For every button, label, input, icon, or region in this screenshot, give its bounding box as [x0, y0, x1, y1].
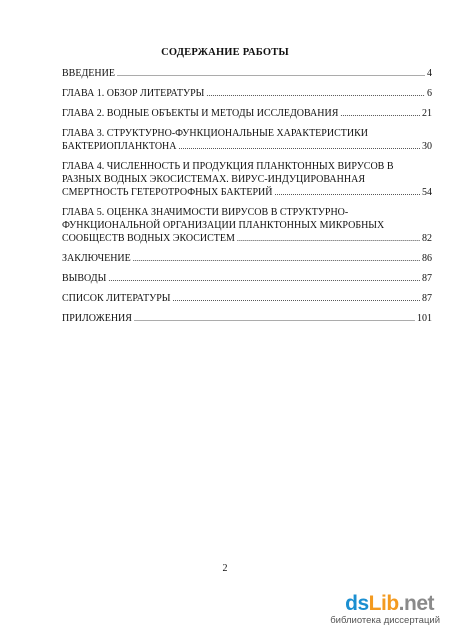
- toc-entry-last-line: [62, 186, 432, 199]
- toc-entry-line: РАЗНЫХ ВОДНЫХ ЭКОСИСТЕМАХ. ВИРУС-ИНДУЦИРОВАННАЯ: [62, 174, 365, 185]
- toc-entry-text: ВЫВОДЫ: [62, 273, 107, 284]
- toc-entry[interactable]: [62, 160, 432, 199]
- toc-title: СОДЕРЖАНИЕ РАБОТЫ: [161, 47, 289, 58]
- toc-entry-page: 54: [422, 187, 432, 198]
- toc-entry[interactable]: [62, 107, 432, 120]
- toc-leader-dots: [340, 107, 420, 120]
- toc-entry-line: ГЛАВА 5. ОЦЕНКА ЗНАЧИМОСТИ ВИРУСОВ В СТРУКТУРНО-: [62, 207, 349, 218]
- toc-entry-text: СООБЩЕСТВ ВОДНЫХ ЭКОСИСТЕМ: [62, 233, 235, 244]
- table-of-contents: [62, 67, 432, 332]
- toc-leader-dots: [178, 140, 420, 153]
- logo-part-ds: ds: [345, 592, 369, 615]
- toc-leader-dots: [206, 87, 425, 100]
- toc-entry-page: 30: [422, 141, 432, 152]
- toc-entry[interactable]: [62, 206, 432, 245]
- toc-entry-text: ВВЕДЕНИЕ: [62, 68, 115, 79]
- toc-entry-last-line: [62, 272, 432, 285]
- dslib-logo: [345, 592, 434, 616]
- toc-entry-last-line: [62, 107, 432, 120]
- toc-entry-page: 82: [422, 233, 432, 244]
- toc-entry-text: ГЛАВА 2. ВОДНЫЕ ОБЪЕКТЫ И МЕТОДЫ ИССЛЕДОВАНИЯ: [62, 108, 339, 119]
- toc-entry[interactable]: [62, 272, 432, 285]
- toc-leader-dots: [173, 292, 421, 305]
- toc-leader-dots: [274, 186, 420, 199]
- toc-leader-dots: [237, 232, 420, 245]
- toc-entry[interactable]: [62, 252, 432, 265]
- toc-entry-last-line: [62, 87, 432, 100]
- toc-entry-page: 6: [427, 88, 432, 99]
- toc-entry-text: СМЕРТНОСТЬ ГЕТЕРОТРОФНЫХ БАКТЕРИЙ: [62, 187, 273, 198]
- toc-entry-page: 87: [422, 273, 432, 284]
- toc-entry-last-line: [62, 140, 432, 153]
- toc-entry[interactable]: [62, 67, 432, 80]
- toc-leader-dots: [134, 312, 415, 325]
- watermark-subtitle: библиотека диссертаций: [330, 615, 440, 626]
- toc-entry-last-line: [62, 252, 432, 265]
- toc-entry-text: БАКТЕРИОПЛАНКТОНА: [62, 141, 177, 152]
- toc-leader-dots: [133, 252, 420, 265]
- toc-entry-last-line: [62, 232, 432, 245]
- toc-leader-dots: [108, 272, 420, 285]
- toc-entry-text: ГЛАВА 1. ОБЗОР ЛИТЕРАТУРЫ: [62, 88, 205, 99]
- toc-entry-page: 4: [427, 68, 432, 79]
- toc-entry-last-line: [62, 292, 432, 305]
- toc-entry-page: 87: [422, 293, 432, 304]
- toc-entry[interactable]: [62, 312, 432, 325]
- toc-entry-page: 21: [422, 108, 432, 119]
- toc-entry-last-line: [62, 312, 432, 325]
- logo-part-lib: Lib: [368, 592, 399, 615]
- watermark-logo[interactable]: [300, 592, 440, 628]
- toc-entry-line: ГЛАВА 3. СТРУКТУРНО-ФУНКЦИОНАЛЬНЫЕ ХАРАКТЕРИСТИКИ: [62, 128, 368, 139]
- toc-entry[interactable]: [62, 127, 432, 153]
- toc-entry[interactable]: [62, 292, 432, 305]
- toc-entry-text: СПИСОК ЛИТЕРАТУРЫ: [62, 293, 171, 304]
- toc-entry-page: 101: [417, 313, 432, 324]
- toc-entry-line: ФУНКЦИОНАЛЬНОЙ ОРГАНИЗАЦИИ ПЛАНКТОННЫХ МИКРОБНЫХ: [62, 220, 385, 231]
- page-number: 2: [222, 563, 228, 574]
- toc-entry[interactable]: [62, 87, 432, 100]
- toc-entry-text: ПРИЛОЖЕНИЯ: [62, 313, 132, 324]
- toc-entry-text: ЗАКЛЮЧЕНИЕ: [62, 253, 131, 264]
- toc-leader-dots: [117, 67, 425, 80]
- toc-entry-last-line: [62, 67, 432, 80]
- toc-entry-line: ГЛАВА 4. ЧИСЛЕННОСТЬ И ПРОДУКЦИЯ ПЛАНКТОННЫХ ВИРУСОВ В: [62, 161, 394, 172]
- toc-entry-page: 86: [422, 253, 432, 264]
- logo-part-net: .net: [398, 592, 434, 615]
